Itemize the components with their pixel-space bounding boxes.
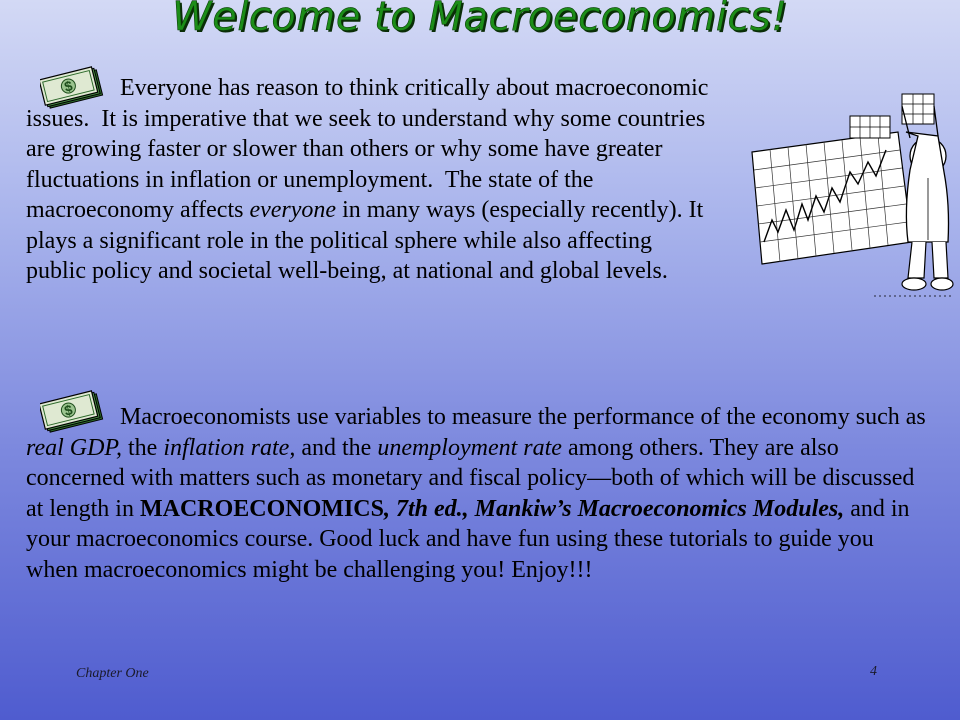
- term-real-gdp: real GDP,: [26, 434, 122, 461]
- term-unemployment-rate: unemployment rate: [377, 434, 562, 461]
- term-inflation-rate: inflation rate,: [163, 434, 296, 461]
- economist-with-chart-illustration: [742, 92, 954, 300]
- footer-page-number: 4: [870, 664, 877, 679]
- variables-text-4: among others. They are also concerned with matters such as monetary and fiscal policy—both of which will be discussed at length in: [26, 434, 915, 522]
- variables-text-2: the: [128, 434, 158, 461]
- variables-text-5: and in your macroeconomics course. Good luck and have fun using these tutorials to guide you when macroeconomics might be challenging you! Enjoy!!!: [26, 495, 910, 583]
- intro-text-3: The state of the macroeconomy affects: [26, 166, 594, 223]
- intro-text-1: Everyone has reason to think critically about macroeconomic issues.: [26, 75, 709, 132]
- book-edition: , 7th ed., Mankiw’s Macroeconomics Modules,: [383, 495, 845, 522]
- intro-text-2: It is imperative that we seek to understand why some countries are growing faster or slower than others or why some have greater fluctuations in inflation or unemployment.: [26, 105, 706, 193]
- slide-title: Welcome to Macroeconomics!: [172, 0, 788, 40]
- intro-emphasis: everyone: [249, 197, 337, 223]
- svg-text:$: $: [62, 77, 75, 95]
- variables-paragraph: [26, 402, 926, 585]
- intro-text-4: in many ways (especially recently). It plays a significant role in the political sphere while also affecting public policy and societal well-being, at national and global levels.: [26, 197, 704, 284]
- svg-text:$: $: [62, 401, 75, 419]
- variables-text-3: and the: [301, 434, 372, 461]
- book-title: MACROECONOMICS: [139, 495, 384, 522]
- footer-chapter: Chapter One: [76, 666, 149, 681]
- variables-text-1: Macroeconomists use variables to measure the performance of the economy such as: [120, 404, 926, 430]
